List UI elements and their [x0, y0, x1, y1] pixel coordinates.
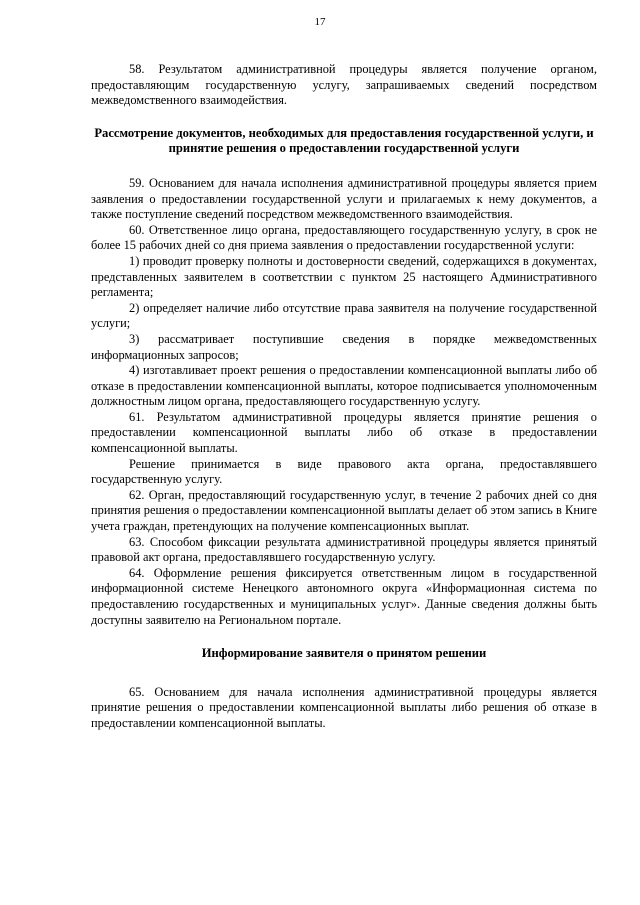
document-body	[91, 62, 597, 732]
paragraph-60: 60. Ответственное лицо органа, предоставляющего государственную услугу, в срок не более 15 рабочих дней со дня приема заявления о предоставлении государственной услуги:	[91, 222, 597, 253]
section-heading-review: Рассмотрение документов, необходимых для предоставления государственной услуги, и принятие решения о предоставлении государственной услуги	[94, 125, 594, 156]
page-number: 17	[314, 16, 326, 28]
section-heading-inform: Информирование заявителя о принятом решении	[201, 646, 487, 661]
paragraph-60-item-4: 4) изготавливает проект решения о предоставлении компенсационной выплаты либо об отказе в предоставлении компенсационной выплаты, которое подписывается уполномоченным должностным лицом органа, предоставляющего государственную услугу.	[91, 363, 597, 409]
paragraph-63: 63. Способом фиксации результата административной процедуры является принятый правовой акт органа, предоставлявшего государственную услугу.	[91, 534, 597, 565]
paragraph-59: 59. Основанием для начала исполнения административной процедуры является прием заявления о предоставлении государственной услуги и прилагаемых к нему документов, а также поступление сведений посредством межведомственного взаимодействия.	[91, 175, 597, 222]
paragraph-60-item-2: 2) определяет наличие либо отсутствие права заявителя на получение государственной услуги;	[91, 300, 597, 331]
paragraph-61-decision: Решение принимается в виде правового акта органа, предоставлявшего государственную услугу.	[91, 456, 597, 487]
paragraph-61: 61. Результатом административной процедуры является принятие решения о предоставлении компенсационной выплаты либо об отказе в предоставлении компенсационной выплаты.	[91, 409, 597, 456]
paragraph-65: 65. Основанием для начала исполнения административной процедуры является принятие решения о предоставлении компенсационной выплаты либо решения об отказе в предоставлении компенсационной выплаты.	[91, 684, 597, 730]
paragraph-60-item-3: 3) рассматривает поступившие сведения в порядке межведомственных информационных запросов;	[91, 331, 597, 362]
paragraph-64: 64. Оформление решения фиксируется ответственным лицом в государственной информационной системе Ненецкого автономного округа «Информационная система по предоставлению государственных и муниципальных услуг». Данные сведения должны быть доступны заявителю на Региональном портале.	[91, 565, 597, 627]
paragraph-60-item-1: 1) проводит проверку полноты и достоверности сведений, содержащихся в документах, представленных заявителем в соответствии с пунктом 25 настоящего Административного регламента;	[91, 253, 597, 300]
paragraph-62: 62. Орган, предоставляющий государственную услуг, в течение 2 рабочих дней со дня принятия решения о предоставлении компенсационной выплаты делает об этом запись в Книге учета граждан, претендующих на получение компенсационных выплат.	[91, 487, 597, 534]
paragraph-58: 58. Результатом административной процедуры является получение органом, предоставляющим государственную услугу, запрашиваемых сведений посредством межведомственного взаимодействия.	[91, 62, 597, 108]
